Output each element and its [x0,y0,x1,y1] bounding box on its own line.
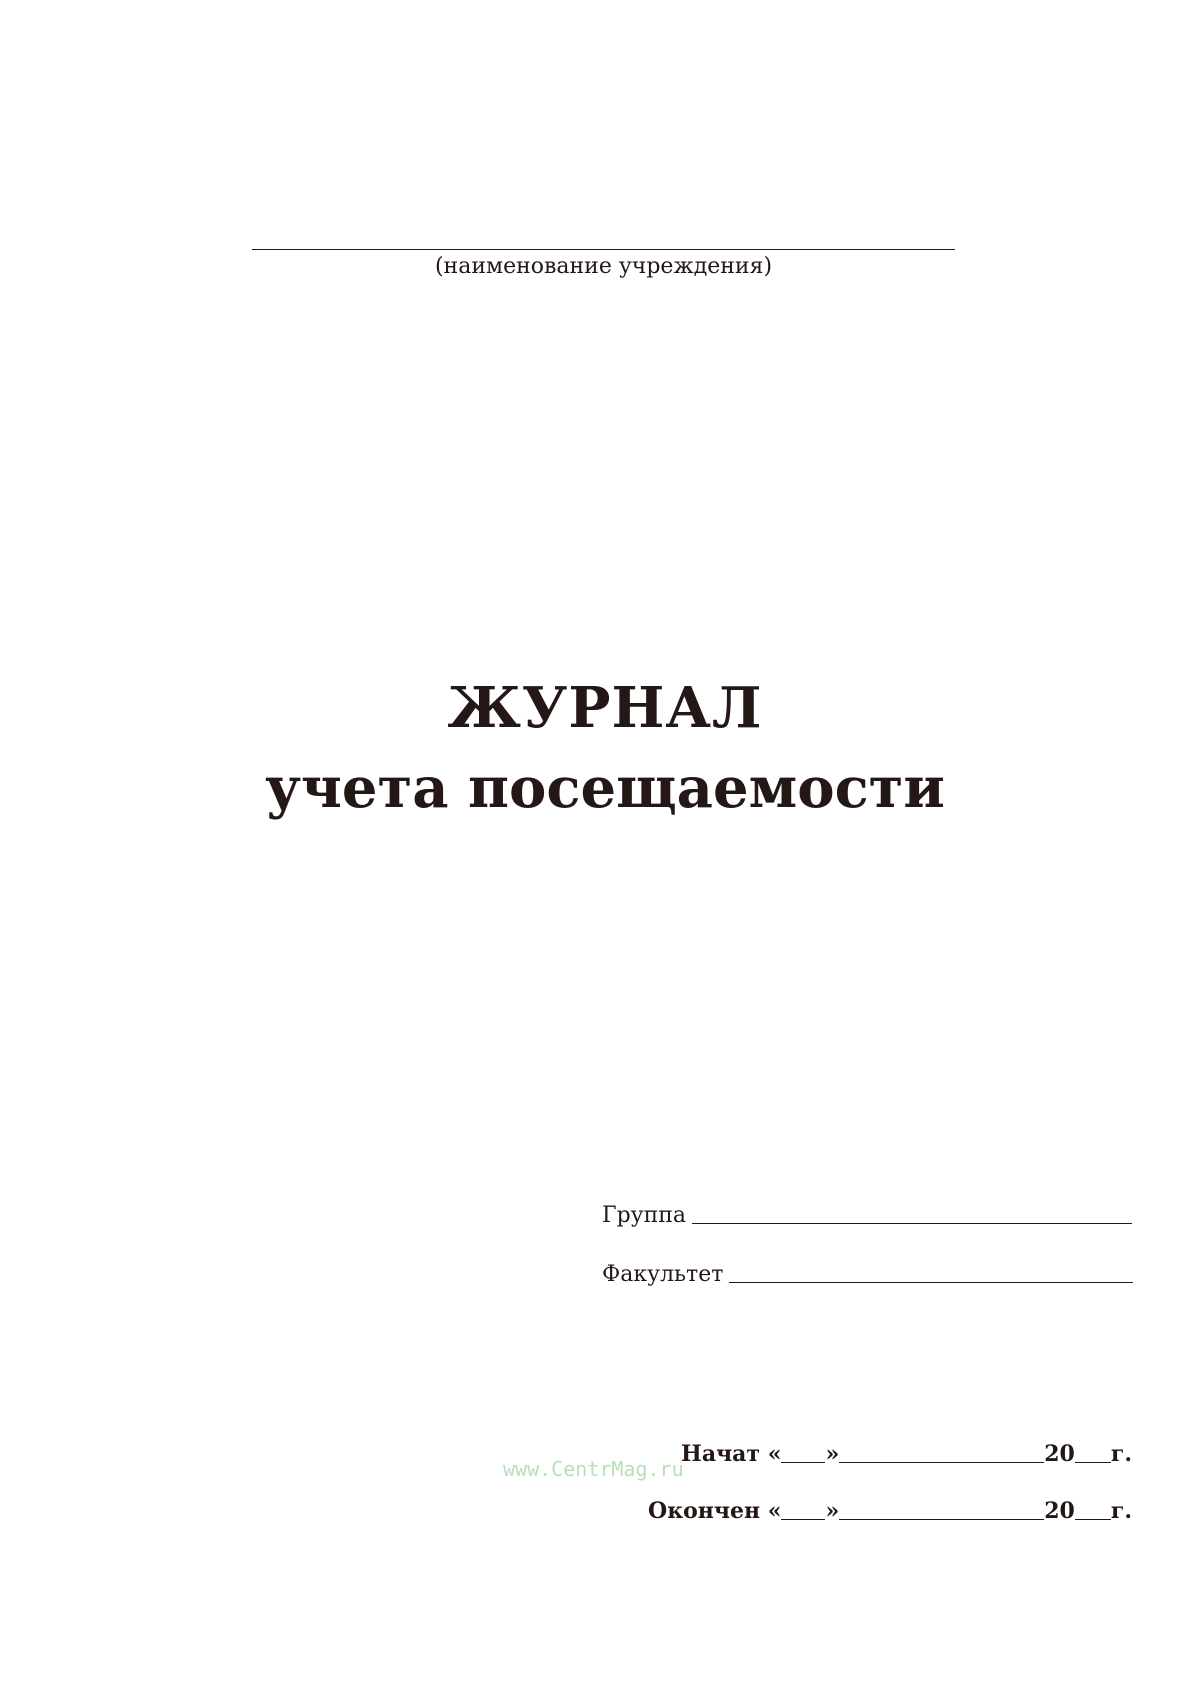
ended-label: Окончен « [648,1498,782,1524]
started-year-prefix: 20 [1044,1441,1075,1467]
group-field [602,1203,1132,1228]
faculty-fill-line [729,1282,1133,1283]
started-year-suffix: г. [1110,1441,1132,1467]
group-label: Группа [602,1203,687,1228]
faculty-label: Факультет [602,1262,724,1287]
institution-name-line [252,249,955,250]
ended-year-prefix: 20 [1044,1498,1075,1524]
started-quote-close: » [825,1441,840,1467]
started-month-line [839,1462,1044,1463]
ended-quote-close: » [825,1498,840,1524]
institution-caption: (наименование учреждения) [434,254,773,279]
watermark: www.CentrMag.ru [503,1457,684,1481]
ended-date-line [648,1498,1132,1524]
started-label: Начат « [681,1441,782,1467]
faculty-field [602,1262,1133,1287]
started-year-line [1075,1462,1111,1463]
ended-year-line [1075,1519,1111,1520]
journal-title: ЖУРНАЛ [447,675,763,741]
started-day-line [781,1462,825,1463]
ended-month-line [839,1519,1044,1520]
ended-day-line [781,1519,825,1520]
group-fill-line [692,1223,1132,1224]
journal-subtitle: учета посещаемости [265,755,945,821]
started-date-line [681,1441,1132,1467]
ended-year-suffix: г. [1110,1498,1132,1524]
